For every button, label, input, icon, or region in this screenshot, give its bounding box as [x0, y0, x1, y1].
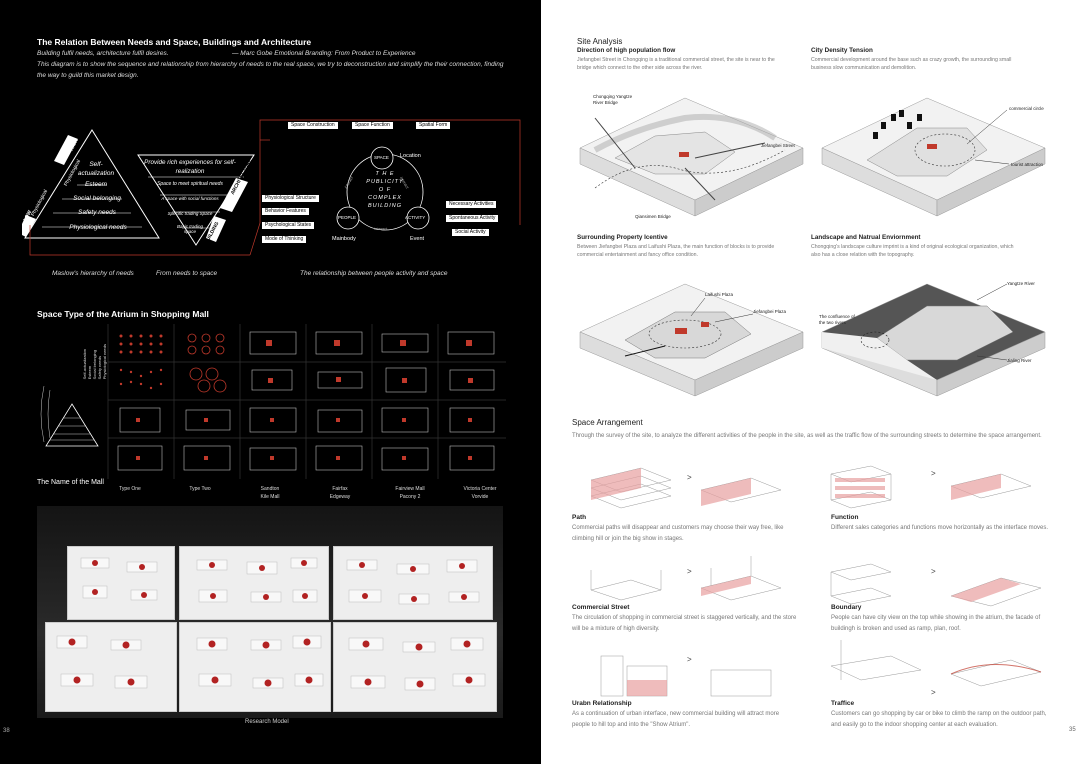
caption-maslow: Maslow's hierarchy of needs: [52, 270, 134, 277]
box-space-construction: Space Construction: [288, 122, 338, 129]
box-necessary-activities: Necessary Activities: [446, 201, 496, 208]
atrium-title: Space Type of the Atrium in Shopping Mall: [37, 309, 209, 319]
mall-cell: Kile Mall: [260, 494, 280, 500]
s2-title: City Density Tension: [811, 47, 873, 54]
model-pieces: [37, 506, 503, 718]
box-spontaneous-activity: Spontaneous Activity: [446, 215, 498, 222]
mall-cell: Vorvide: [471, 494, 489, 500]
ann4-jialing: Jialing River: [1007, 358, 1032, 363]
box-physiological-structure: Physiological Structure: [262, 195, 319, 202]
level-physiological: Physiological needs: [69, 224, 127, 231]
space-arrangement-title: Space Arrangement: [572, 418, 643, 427]
inv-level-5: Basic trading space: [176, 224, 203, 234]
mall-cell: Type Two: [189, 486, 211, 492]
circle-space: SPACE: [374, 155, 389, 160]
level-safety: Safety needs: [78, 209, 116, 216]
low-label: LOW: [22, 209, 34, 223]
item-boundary-text: People can have city view on the top while showing in the atrium, the facade of buildingh is broken and used as ramp, plan, roof.: [831, 615, 1041, 632]
physiological-top-label: Physiological: [63, 158, 83, 188]
mini-label-3: Social belonging: [92, 350, 97, 380]
atrium-grid: [36, 324, 506, 479]
ann2-tourist: tourist attraction: [1011, 162, 1044, 167]
mini-label-2: Esteem: [87, 365, 92, 380]
caption-relationship: The relationship between people activity and space: [300, 270, 448, 277]
high-label: HIGH: [68, 138, 80, 152]
mall-row: [95, 491, 515, 503]
mini-label-1: Self-actualization: [82, 348, 87, 380]
circle-event: Event: [410, 236, 425, 242]
box-space-function: Space Function: [352, 122, 393, 129]
s3-title: Surrounding Property Icentive: [577, 234, 668, 241]
mini-label-5: Physiological needs: [102, 344, 107, 380]
inv-level-3: A space with social functions: [161, 196, 219, 201]
ann4-confluence-1: The confluence of: [819, 314, 855, 319]
item-street-text: The circulation of shopping in commercial street is staggered vertically, and the store will be a mixture of high diversity.: [572, 615, 797, 632]
site-map-4: [817, 276, 1047, 401]
left-title: The Relation Between Needs and Space, Buildings and Architecture: [37, 37, 312, 47]
mall-cell: Sandton: [260, 486, 280, 492]
circle-location: Location: [400, 153, 421, 159]
box-social-activity: Social Activity: [452, 229, 489, 236]
mini-label-4: Safety needs: [97, 356, 102, 380]
s2-text: Commercial development around the base such as crazy growth, the surrounding small business slow communication and demolition.: [811, 57, 1012, 71]
arrow-path: >: [687, 473, 692, 482]
research-model-photo: [37, 506, 503, 718]
arrow-function: >: [931, 469, 936, 478]
inv-level-4: Specific trading Space: [167, 211, 213, 216]
s4-title: Landscape and Natrual Enviornment: [811, 234, 921, 241]
mini-pyramid-labels: [82, 344, 107, 379]
physiological-side-label: Physiological: [30, 188, 50, 218]
circle-mainbody: Mainbody: [332, 236, 356, 242]
item-function-text: Different sales categories and functions move horizontally as the interface moves.: [831, 525, 1049, 531]
site-analysis-title: Site Analysis: [577, 37, 623, 46]
left-page-number: 38: [3, 728, 10, 734]
s1-text: Jiefangbei Street in Chongqing is a traditional commercial street, the site is near to the bridge which connect to the other side across the river.: [577, 57, 775, 71]
arrangement-diagrams: [571, 460, 1061, 710]
circle-center-text: [360, 170, 410, 210]
ann1-jiefangbei: Jiefangbei Street: [761, 143, 795, 148]
circle-activity: ACTIVITY: [405, 215, 426, 220]
level-self: Self-actualization: [77, 161, 115, 177]
item-urban-title: Urabn Relationship: [572, 700, 632, 707]
arrow-boundary: >: [931, 567, 936, 576]
mall-title: The Name of the Mall: [37, 479, 104, 486]
intro-text: This diagram is to show the sequence and relationship from hierarchy of needs to the real space, we try to deconstruction and simplify the their connection, finding the way to guild this market design.: [37, 61, 504, 79]
item-traffic-title: Traffice: [831, 700, 855, 707]
quote-author: — Marc Gobe Emotional Branding: From Product to Experience: [232, 50, 416, 57]
space-arrangement-text: Through the survey of the site, to analyze the different activities of the people in the site, as well as the traffic flow of the surrounding streets to determine the space arrangement.: [572, 433, 1042, 439]
ann4-yangtze: Yangtze River: [1007, 281, 1035, 286]
building-label: BUILDING: [203, 220, 221, 246]
ann4-confluence-2: the two rivers: [819, 320, 846, 325]
site-map-1: [575, 88, 805, 223]
ann1-bridge-line1: Chongqing Yangtze: [593, 94, 633, 99]
architecture-label: ARCHITECTURE: [229, 158, 254, 196]
mall-cell: Pacony 2: [399, 494, 421, 500]
interact-bottom: interact: [374, 226, 388, 231]
arrow-traffic: >: [931, 688, 936, 697]
mall-cell: Type One: [119, 486, 141, 492]
site-map-3: [575, 276, 805, 401]
right-page: [541, 0, 1080, 764]
item-path-title: Path: [572, 514, 587, 521]
box-behavior-features: Behavior Features: [262, 208, 309, 215]
caption-needs-to-space: From needs to space: [156, 270, 218, 277]
item-boundary-title: Boundary: [831, 604, 862, 611]
center-line-1: T H E: [375, 171, 395, 177]
arrow-street: >: [687, 567, 692, 576]
center-line-3: O F: [378, 187, 392, 193]
s4-text: Chongqing's landscape culture imprint is a kind of original ecological organization, which also has a close relation with the topography.: [811, 244, 1014, 258]
mall-cell: Fairfax: [332, 486, 348, 492]
inv-level-2: Space to meet spiritual needs: [157, 181, 223, 187]
level-social: Social belonging: [73, 195, 121, 202]
center-line-2: PUBLICITY: [366, 179, 404, 185]
mall-cell: Edgeway: [329, 494, 351, 500]
circle-people: PEOPLE: [338, 215, 357, 220]
mall-cell: Victoria Center: [463, 486, 497, 492]
site-map-2: [817, 88, 1047, 223]
right-page-number: 35: [1069, 727, 1076, 733]
box-mode-of-thinking: Mode of Thinking: [262, 236, 306, 243]
mall-cell: [165, 491, 235, 503]
center-line-4: COMPLEX: [368, 195, 402, 201]
s3-text: Between Jiefangbei Plaza and Laifushi Plaza, the main function of blocks is to provide commercial entertainment and fancy office condition.: [577, 244, 775, 258]
item-traffic-text: Customers can go shopping by car or bike to climb the ramp on the outdoor path, and easily go to the indoor shopping center at each evaluation.: [831, 711, 1047, 728]
item-function-title: Function: [831, 514, 859, 521]
item-street-title: Commercial Street: [572, 604, 630, 611]
ann1-bridge-line2: River Bridge: [593, 100, 618, 105]
item-urban-text: As a continuation of urban interface, new commercial building will attract more people to hill top and into the "Show Atrium".: [572, 711, 780, 728]
mall-cell: Fairview Mall: [395, 486, 425, 492]
s1-title: Direction of high population flow: [577, 47, 676, 54]
box-psychological-states: Psychological States: [262, 222, 314, 229]
interact-left: interact: [343, 175, 355, 190]
box-spatial-form: Spatial Form: [416, 122, 450, 129]
quote: Building fulfil needs, architecture fulfil desires.: [37, 50, 169, 57]
item-path-text: Commercial paths will disappear and customers may choose their way free, like climbing hill or join the big show in stages.: [572, 525, 784, 542]
inv-level-1: Provide rich experiences for self-realization: [144, 159, 236, 175]
level-esteem: Esteem: [84, 181, 108, 188]
ann2-commercial: commercial circle: [1009, 106, 1044, 111]
interact-right: interact: [399, 175, 411, 190]
ann3-jiefangbei: Jiefangbei Plaza: [753, 309, 787, 314]
center-line-5: BUILDING: [368, 203, 402, 209]
ann3-laifushi: Laifushi Plaza: [705, 292, 734, 297]
mall-cell: [95, 491, 165, 503]
photo-caption: Research Model: [245, 719, 289, 725]
ann1-qiansimen: Qiansimen Bridge: [635, 214, 671, 219]
arrow-urban: >: [687, 655, 692, 664]
